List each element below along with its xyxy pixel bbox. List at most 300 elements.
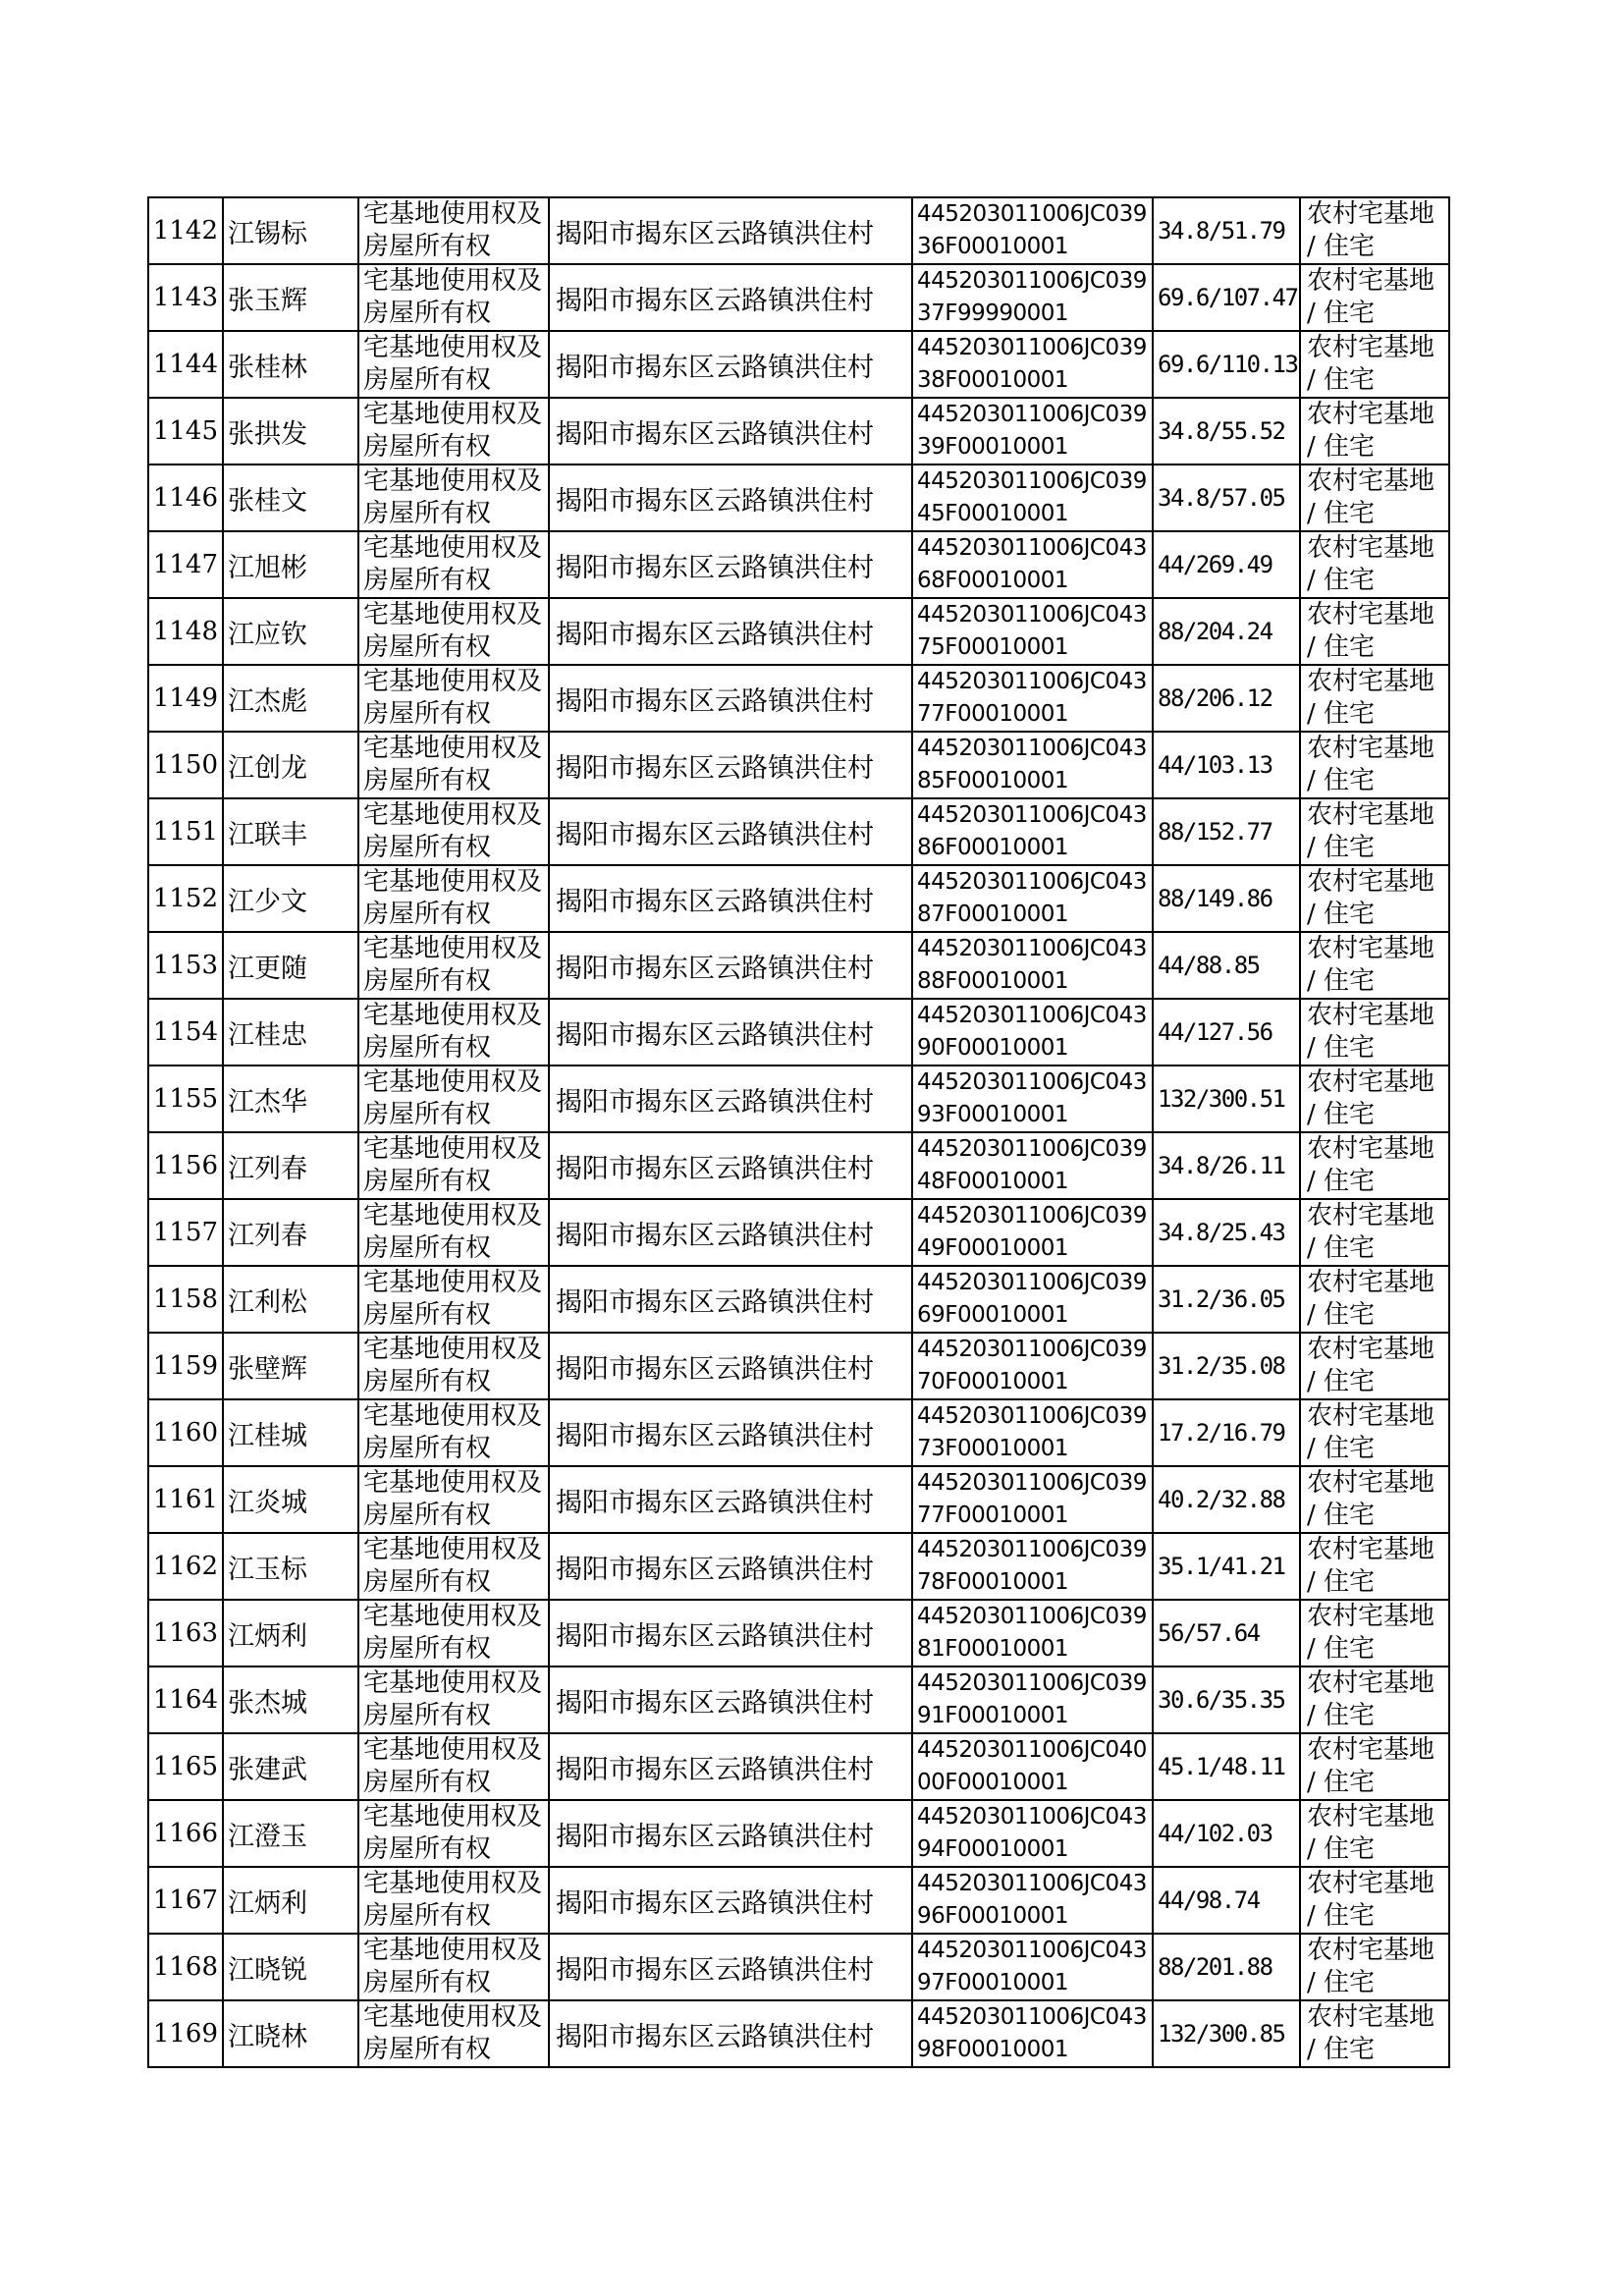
right-type-cell-text: 宅基地使用权及房屋所有权 [363,1401,543,1463]
property-code-cell [912,1800,1153,1867]
land-use-cell-text: 农村宅基地 / 住宅 [1307,1134,1435,1196]
table-row [148,1466,1449,1533]
owner-name-cell: 江利松 [223,1266,358,1333]
property-code-cell-text: 445203011006JC04387F00010001 [917,869,1147,927]
land-use-cell-text: 农村宅基地 / 住宅 [1307,734,1435,795]
owner-name-cell: 江玉标 [223,1533,358,1600]
land-use-cell-text: 农村宅基地 / 住宅 [1307,1468,1435,1530]
area-cell [1153,932,1300,999]
area-cell [1153,2000,1300,2067]
right-type-cell-text: 宅基地使用权及房屋所有权 [363,1134,543,1196]
right-type-cell-text: 宅基地使用权及房屋所有权 [363,1268,543,1330]
right-type-cell-text: 宅基地使用权及房屋所有权 [363,1201,543,1263]
right-type-cell-text: 宅基地使用权及房屋所有权 [363,1468,543,1530]
table-row [148,531,1449,598]
address-cell: 揭阳市揭东区云路镇洪住村 [549,865,912,932]
right-type-cell-text: 宅基地使用权及房屋所有权 [363,1001,543,1063]
property-code-cell-text: 445203011006JC04368F00010001 [917,535,1147,593]
land-use-cell [1300,732,1449,798]
row-number-cell: 1154 [148,999,223,1066]
owner-name-cell: 江列春 [223,1199,358,1266]
land-use-cell [1300,1199,1449,1266]
right-type-cell [358,999,549,1066]
land-use-cell [1300,1066,1449,1132]
owner-name-cell: 张杰城 [223,1667,358,1733]
property-code-cell-text: 445203011006JC04393F00010001 [917,1069,1147,1127]
land-use-cell-text: 农村宅基地 / 住宅 [1307,333,1435,395]
property-code-cell-text: 445203011006JC03973F00010001 [917,1403,1147,1461]
property-code-cell [912,1333,1153,1399]
property-code-cell [912,1199,1153,1266]
right-type-cell-text: 宅基地使用权及房屋所有权 [363,1936,543,1997]
property-code-cell [912,331,1153,398]
table-row [148,2000,1449,2067]
row-number-cell: 1169 [148,2000,223,2067]
property-code-cell-text: 445203011006JC03945F00010001 [917,468,1147,526]
land-use-cell-text: 农村宅基地 / 住宅 [1307,1001,1435,1063]
row-number-cell: 1159 [148,1333,223,1399]
registry-table [147,196,1450,2068]
property-code-cell [912,264,1153,331]
table-row [148,264,1449,331]
land-use-cell-text: 农村宅基地 / 住宅 [1307,466,1435,528]
property-code-cell [912,1066,1153,1132]
property-code-cell [912,464,1153,531]
area-cell [1153,798,1300,865]
address-cell: 揭阳市揭东区云路镇洪住村 [549,732,912,798]
right-type-cell [358,798,549,865]
property-code-cell [912,932,1153,999]
row-number-cell: 1152 [148,865,223,932]
table-row [148,331,1449,398]
property-code-cell [912,1132,1153,1199]
right-type-cell [358,1466,549,1533]
right-type-cell [358,197,549,264]
property-code-cell-text: 445203011006JC03977F00010001 [917,1470,1147,1528]
property-code-cell-text: 445203011006JC03939F00010001 [917,402,1147,460]
property-code-cell [912,1266,1153,1333]
property-code-cell [912,2000,1153,2067]
area-cell [1153,732,1300,798]
property-code-cell [912,1533,1153,1600]
address-cell: 揭阳市揭东区云路镇洪住村 [549,1533,912,1600]
table-row [148,932,1449,999]
land-use-cell-text: 农村宅基地 / 住宅 [1307,934,1435,996]
land-use-cell-text: 农村宅基地 / 住宅 [1307,1335,1435,1396]
right-type-cell [358,531,549,598]
property-code-cell [912,197,1153,264]
row-number-cell: 1163 [148,1600,223,1667]
area-cell [1153,1132,1300,1199]
land-use-cell [1300,2000,1449,2067]
right-type-cell-text: 宅基地使用权及房屋所有权 [363,266,543,328]
row-number-cell: 1162 [148,1533,223,1600]
land-use-cell-text: 农村宅基地 / 住宅 [1307,1735,1435,1797]
right-type-cell [358,398,549,464]
land-use-cell [1300,531,1449,598]
address-cell: 揭阳市揭东区云路镇洪住村 [549,264,912,331]
row-number-cell: 1153 [148,932,223,999]
area-cell [1153,1867,1300,1934]
right-type-cell [358,464,549,531]
land-use-cell [1300,865,1449,932]
table-row [148,732,1449,798]
area-cell [1153,531,1300,598]
area-cell-text: 69.6/107.47 [1158,283,1298,311]
right-type-cell [358,2000,549,2067]
area-cell-text: 88/204.24 [1158,617,1272,645]
property-code-cell-text: 445203011006JC03949F00010001 [917,1203,1147,1261]
land-use-cell [1300,1132,1449,1199]
right-type-cell-text: 宅基地使用权及房屋所有权 [363,1067,543,1129]
land-use-cell-text: 农村宅基地 / 住宅 [1307,266,1435,328]
right-type-cell [358,1934,549,2000]
table-row [148,999,1449,1066]
land-use-cell-text: 农村宅基地 / 住宅 [1307,1668,1435,1730]
registry-table-body [148,197,1449,2067]
table-row [148,1066,1449,1132]
owner-name-cell: 江列春 [223,1132,358,1199]
area-cell-text: 69.6/110.13 [1158,350,1298,378]
area-cell-text: 132/300.51 [1158,1084,1285,1113]
area-cell [1153,999,1300,1066]
area-cell [1153,1934,1300,2000]
property-code-cell-text: 445203011006JC04397F00010001 [917,1938,1147,1995]
table-row [148,1533,1449,1600]
property-code-cell-text: 445203011006JC04377F00010001 [917,669,1147,727]
address-cell: 揭阳市揭东区云路镇洪住村 [549,1132,912,1199]
area-cell-text: 34.8/51.79 [1158,216,1285,245]
property-code-cell-text: 445203011006JC03970F00010001 [917,1337,1147,1394]
owner-name-cell: 江晓林 [223,2000,358,2067]
row-number-cell: 1166 [148,1800,223,1867]
address-cell: 揭阳市揭东区云路镇洪住村 [549,999,912,1066]
property-code-cell-text: 445203011006JC03937F99990001 [917,268,1147,326]
address-cell: 揭阳市揭东区云路镇洪住村 [549,1333,912,1399]
address-cell: 揭阳市揭东区云路镇洪住村 [549,1266,912,1333]
table-row [148,598,1449,665]
address-cell: 揭阳市揭东区云路镇洪住村 [549,1867,912,1934]
owner-name-cell: 张桂林 [223,331,358,398]
land-use-cell [1300,932,1449,999]
land-use-cell [1300,1934,1449,2000]
right-type-cell-text: 宅基地使用权及房屋所有权 [363,600,543,662]
address-cell: 揭阳市揭东区云路镇洪住村 [549,1399,912,1466]
property-code-cell [912,798,1153,865]
property-code-cell-text: 445203011006JC04398F00010001 [917,2004,1147,2062]
area-cell-text: 88/149.86 [1158,884,1272,912]
right-type-cell-text: 宅基地使用权及房屋所有权 [363,333,543,395]
area-cell [1153,1266,1300,1333]
right-type-cell-text: 宅基地使用权及房屋所有权 [363,667,543,729]
area-cell [1153,197,1300,264]
land-use-cell-text: 农村宅基地 / 住宅 [1307,400,1435,462]
owner-name-cell: 江杰华 [223,1066,358,1132]
right-type-cell [358,331,549,398]
row-number-cell: 1156 [148,1132,223,1199]
area-cell [1153,1466,1300,1533]
right-type-cell [358,1266,549,1333]
row-number-cell: 1146 [148,464,223,531]
address-cell: 揭阳市揭东区云路镇洪住村 [549,665,912,732]
land-use-cell-text: 农村宅基地 / 住宅 [1307,600,1435,662]
owner-name-cell: 江联丰 [223,798,358,865]
address-cell: 揭阳市揭东区云路镇洪住村 [549,598,912,665]
property-code-cell-text: 445203011006JC03981F00010001 [917,1604,1147,1662]
area-cell-text: 88/206.12 [1158,683,1272,712]
land-use-cell-text: 农村宅基地 / 住宅 [1307,533,1435,595]
address-cell: 揭阳市揭东区云路镇洪住村 [549,531,912,598]
area-cell [1153,1600,1300,1667]
right-type-cell-text: 宅基地使用权及房屋所有权 [363,800,543,862]
right-type-cell-text: 宅基地使用权及房屋所有权 [363,1535,543,1597]
address-cell: 揭阳市揭东区云路镇洪住村 [549,1066,912,1132]
property-code-cell-text: 445203011006JC04394F00010001 [917,1804,1147,1862]
row-number-cell: 1157 [148,1199,223,1266]
right-type-cell [358,264,549,331]
area-cell [1153,1399,1300,1466]
table-row [148,1266,1449,1333]
address-cell: 揭阳市揭东区云路镇洪住村 [549,1733,912,1800]
property-code-cell [912,531,1153,598]
area-cell [1153,398,1300,464]
table-row [148,1667,1449,1733]
property-code-cell-text: 445203011006JC04388F00010001 [917,936,1147,994]
area-cell-text: 34.8/55.52 [1158,416,1285,445]
row-number-cell: 1145 [148,398,223,464]
land-use-cell [1300,1533,1449,1600]
land-use-cell [1300,999,1449,1066]
land-use-cell [1300,1466,1449,1533]
table-row [148,1733,1449,1800]
owner-name-cell: 江炳利 [223,1600,358,1667]
area-cell [1153,331,1300,398]
property-code-cell-text: 445203011006JC04390F00010001 [917,1003,1147,1061]
row-number-cell: 1143 [148,264,223,331]
area-cell [1153,264,1300,331]
owner-name-cell: 江炎城 [223,1466,358,1533]
property-code-cell-text: 445203011006JC04375F00010001 [917,602,1147,660]
table-row [148,1600,1449,1667]
owner-name-cell: 江旭彬 [223,531,358,598]
land-use-cell [1300,1800,1449,1867]
land-use-cell [1300,264,1449,331]
property-code-cell-text: 445203011006JC04396F00010001 [917,1871,1147,1929]
land-use-cell-text: 农村宅基地 / 住宅 [1307,1067,1435,1129]
property-code-cell-text: 445203011006JC03936F00010001 [917,201,1147,259]
property-code-cell [912,1399,1153,1466]
right-type-cell-text: 宅基地使用权及房屋所有权 [363,734,543,795]
right-type-cell [358,1800,549,1867]
table-row [148,1800,1449,1867]
row-number-cell: 1161 [148,1466,223,1533]
address-cell: 揭阳市揭东区云路镇洪住村 [549,1199,912,1266]
table-row [148,865,1449,932]
land-use-cell [1300,1733,1449,1800]
area-cell-text: 31.2/36.05 [1158,1284,1285,1313]
table-row [148,1934,1449,2000]
owner-name-cell: 张桂文 [223,464,358,531]
right-type-cell [358,732,549,798]
row-number-cell: 1165 [148,1733,223,1800]
land-use-cell-text: 农村宅基地 / 住宅 [1307,1802,1435,1864]
area-cell-text: 44/269.49 [1158,550,1272,578]
land-use-cell [1300,1667,1449,1733]
land-use-cell-text: 农村宅基地 / 住宅 [1307,1268,1435,1330]
row-number-cell: 1144 [148,331,223,398]
property-code-cell [912,999,1153,1066]
property-code-cell [912,1466,1153,1533]
row-number-cell: 1155 [148,1066,223,1132]
property-code-cell-text: 445203011006JC03991F00010001 [917,1670,1147,1728]
row-number-cell: 1168 [148,1934,223,2000]
row-number-cell: 1150 [148,732,223,798]
table-row [148,1333,1449,1399]
row-number-cell: 1149 [148,665,223,732]
area-cell [1153,1199,1300,1266]
right-type-cell-text: 宅基地使用权及房屋所有权 [363,1869,543,1931]
area-cell-text: 56/57.64 [1158,1618,1260,1647]
area-cell-text: 88/201.88 [1158,1952,1272,1981]
area-cell [1153,1733,1300,1800]
property-code-cell-text: 445203011006JC03938F00010001 [917,335,1147,393]
right-type-cell-text: 宅基地使用权及房屋所有权 [363,2002,543,2064]
right-type-cell-text: 宅基地使用权及房屋所有权 [363,1335,543,1396]
land-use-cell [1300,798,1449,865]
address-cell: 揭阳市揭东区云路镇洪住村 [549,464,912,531]
property-code-cell [912,732,1153,798]
land-use-cell-text: 农村宅基地 / 住宅 [1307,1936,1435,1997]
area-cell-text: 132/300.85 [1158,2019,1285,2048]
property-code-cell [912,865,1153,932]
owner-name-cell: 张壁辉 [223,1333,358,1399]
land-use-cell-text: 农村宅基地 / 住宅 [1307,1201,1435,1263]
area-cell-text: 44/98.74 [1158,1885,1260,1914]
owner-name-cell: 江应钦 [223,598,358,665]
area-cell-text: 34.8/26.11 [1158,1151,1285,1179]
address-cell: 揭阳市揭东区云路镇洪住村 [549,1600,912,1667]
right-type-cell [358,1333,549,1399]
row-number-cell: 1167 [148,1867,223,1934]
row-number-cell: 1147 [148,531,223,598]
owner-name-cell: 江桂城 [223,1399,358,1466]
property-code-cell-text: 445203011006JC04385F00010001 [917,736,1147,793]
table-row [148,798,1449,865]
property-code-cell-text: 445203011006JC03948F00010001 [917,1136,1147,1194]
table-row [148,665,1449,732]
address-cell: 揭阳市揭东区云路镇洪住村 [549,2000,912,2067]
table-row [148,1132,1449,1199]
right-type-cell-text: 宅基地使用权及房屋所有权 [363,1668,543,1730]
owner-name-cell: 江炳利 [223,1867,358,1934]
area-cell-text: 44/103.13 [1158,750,1272,779]
property-code-cell-text: 445203011006JC04000F00010001 [917,1737,1147,1795]
right-type-cell-text: 宅基地使用权及房屋所有权 [363,934,543,996]
owner-name-cell: 江桂忠 [223,999,358,1066]
area-cell-text: 44/127.56 [1158,1017,1272,1046]
address-cell: 揭阳市揭东区云路镇洪住村 [549,398,912,464]
land-use-cell-text: 农村宅基地 / 住宅 [1307,1602,1435,1664]
table-row [148,1399,1449,1466]
area-cell-text: 44/102.03 [1158,1819,1272,1847]
address-cell: 揭阳市揭东区云路镇洪住村 [549,798,912,865]
area-cell [1153,1333,1300,1399]
area-cell [1153,1800,1300,1867]
row-number-cell: 1164 [148,1667,223,1733]
address-cell: 揭阳市揭东区云路镇洪住村 [549,197,912,264]
land-use-cell [1300,1867,1449,1934]
land-use-cell-text: 农村宅基地 / 住宅 [1307,2002,1435,2064]
owner-name-cell: 张拱发 [223,398,358,464]
row-number-cell: 1158 [148,1266,223,1333]
area-cell-text: 17.2/16.79 [1158,1418,1285,1447]
address-cell: 揭阳市揭东区云路镇洪住村 [549,331,912,398]
right-type-cell [358,1066,549,1132]
land-use-cell [1300,1266,1449,1333]
area-cell-text: 34.8/57.05 [1158,483,1285,512]
row-number-cell: 1142 [148,197,223,264]
land-use-cell [1300,331,1449,398]
property-code-cell [912,598,1153,665]
area-cell-text: 30.6/35.35 [1158,1685,1285,1714]
area-cell [1153,1667,1300,1733]
land-use-cell-text: 农村宅基地 / 住宅 [1307,800,1435,862]
right-type-cell-text: 宅基地使用权及房屋所有权 [363,199,543,261]
table-row [148,398,1449,464]
address-cell: 揭阳市揭东区云路镇洪住村 [549,1667,912,1733]
property-code-cell-text: 445203011006JC03978F00010001 [917,1537,1147,1595]
owner-name-cell: 张建武 [223,1733,358,1800]
area-cell [1153,1533,1300,1600]
right-type-cell [358,1867,549,1934]
right-type-cell-text: 宅基地使用权及房屋所有权 [363,400,543,462]
area-cell-text: 35.1/41.21 [1158,1552,1285,1580]
table-row [148,197,1449,264]
land-use-cell-text: 农村宅基地 / 住宅 [1307,867,1435,929]
right-type-cell-text: 宅基地使用权及房屋所有权 [363,1802,543,1864]
table-row [148,464,1449,531]
area-cell-text: 31.2/35.08 [1158,1351,1285,1380]
area-cell-text: 45.1/48.11 [1158,1752,1285,1780]
property-code-cell [912,1733,1153,1800]
property-code-cell [912,1867,1153,1934]
owner-name-cell: 江锡标 [223,197,358,264]
right-type-cell [358,1667,549,1733]
land-use-cell [1300,1333,1449,1399]
land-use-cell [1300,1399,1449,1466]
land-use-cell [1300,1600,1449,1667]
row-number-cell: 1160 [148,1399,223,1466]
address-cell: 揭阳市揭东区云路镇洪住村 [549,1466,912,1533]
area-cell [1153,464,1300,531]
owner-name-cell: 张玉辉 [223,264,358,331]
land-use-cell [1300,464,1449,531]
owner-name-cell: 江杰彪 [223,665,358,732]
land-use-cell-text: 农村宅基地 / 住宅 [1307,1869,1435,1931]
area-cell [1153,598,1300,665]
address-cell: 揭阳市揭东区云路镇洪住村 [549,932,912,999]
right-type-cell [358,865,549,932]
right-type-cell [358,1199,549,1266]
property-code-cell [912,398,1153,464]
address-cell: 揭阳市揭东区云路镇洪住村 [549,1800,912,1867]
area-cell-text: 34.8/25.43 [1158,1218,1285,1246]
area-cell [1153,665,1300,732]
right-type-cell-text: 宅基地使用权及房屋所有权 [363,466,543,528]
right-type-cell [358,665,549,732]
land-use-cell-text: 农村宅基地 / 住宅 [1307,1401,1435,1463]
right-type-cell-text: 宅基地使用权及房屋所有权 [363,1602,543,1664]
